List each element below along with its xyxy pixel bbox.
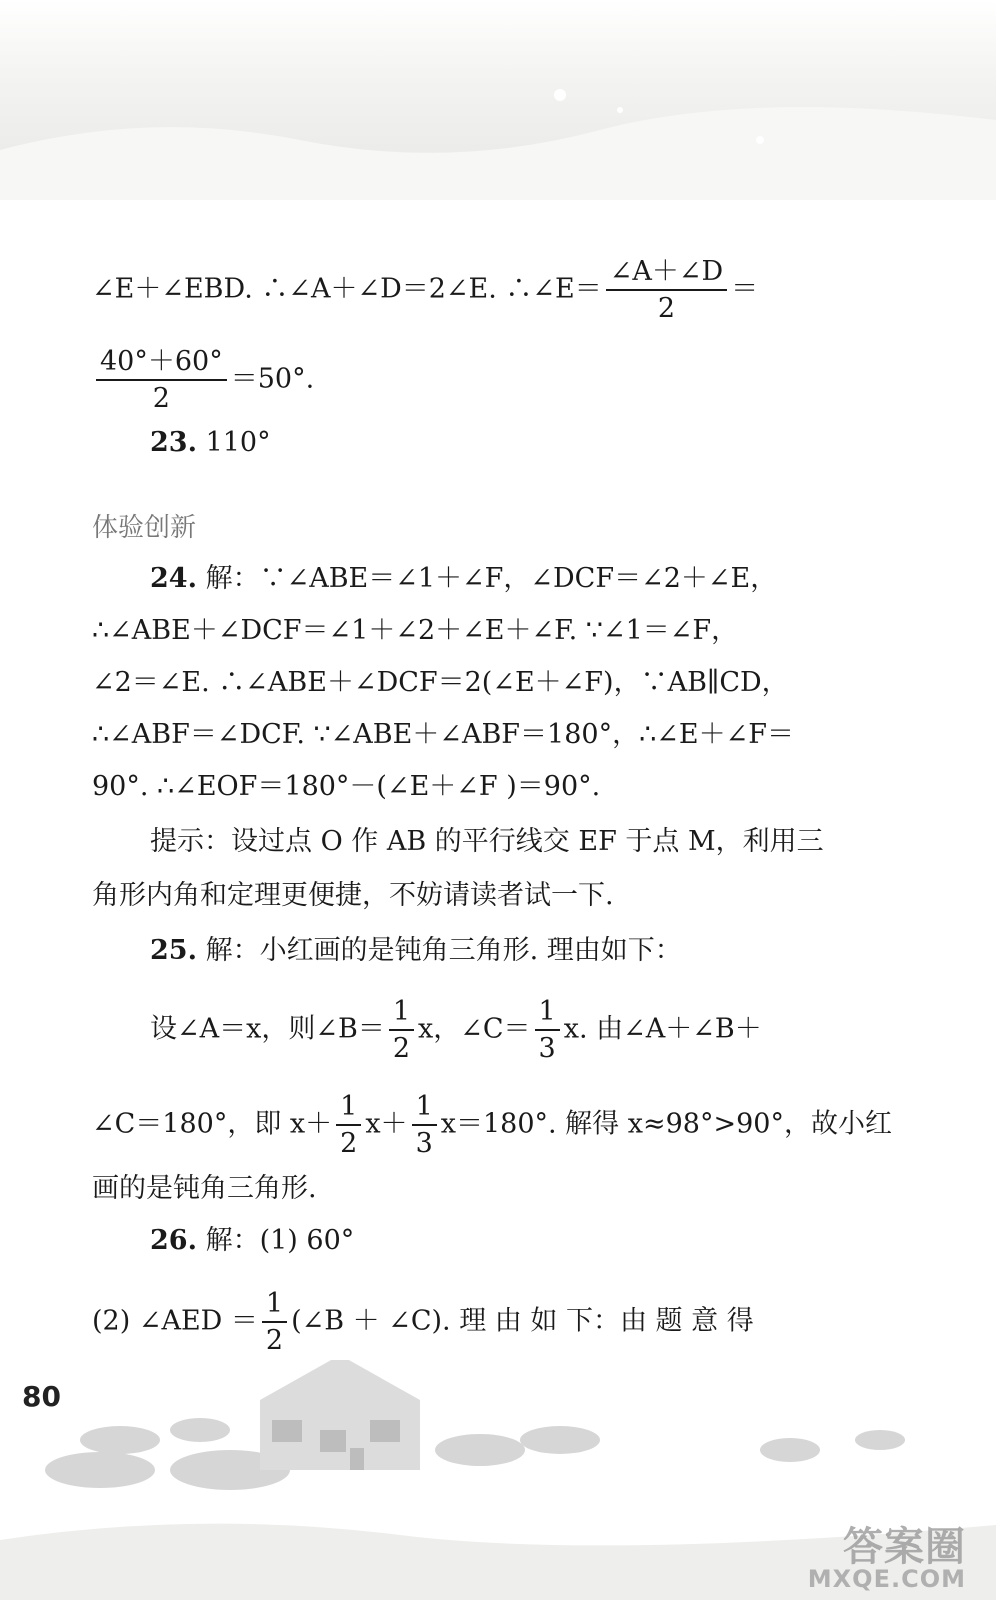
- answer-24-line-4: ∴∠ABF＝∠DCF. ∵∠ABE＋∠ABF＝180°，∴∠E＋∠F＝: [92, 719, 794, 750]
- snow-texture: [0, 0, 996, 200]
- top-decoration: [0, 0, 996, 200]
- hint-line-1: 提示：设过点 O 作 AB 的平行线交 EF 于点 M，利用三: [150, 826, 824, 857]
- answer-25-line-2: 设∠A＝x，则∠B＝ $\frac{1}{2}$ x，∠C＝ $\frac{1}{3}$ x. 由∠A＋∠B＋: [150, 996, 762, 1064]
- answer-25-line-1: 25. 解：小红画的是钝角三角形. 理由如下：: [150, 935, 682, 966]
- page-number: 80: [22, 1380, 61, 1413]
- answer-26-line-2: (2) ∠AED ＝ $\frac{1}{2}$ (∠B ＋ ∠C). 理 由 如 下：由 题 意 得: [92, 1288, 754, 1356]
- watermark-logo: 答案圈: [843, 1524, 966, 1570]
- fraction: $\frac{1}{3}$: [412, 1093, 437, 1157]
- line-22-end: ∠E＋∠EBD. ∴∠A＋∠D＝2∠E. ∴∠E＝ $\frac{\angle A+\angle D}{2}$ ＝: [92, 256, 759, 324]
- answer-24-line-5: 90°. ∴∠EOF＝180°－(∠E＋∠F )＝90°.: [92, 771, 601, 802]
- fraction: $\frac{\angle A+\angle D}{2}$: [606, 258, 727, 322]
- answer-23: 23. 110°: [150, 427, 271, 458]
- answer-25-line-4: 画的是钝角三角形.: [92, 1173, 317, 1204]
- fraction: $\frac{1}{2}$: [389, 998, 414, 1062]
- answer-24-line-1: 24. 解：∵∠ABE＝∠1＋∠F，∠DCF＝∠2＋∠E，: [150, 563, 778, 594]
- hint-line-2: 角形内角和定理更便捷，不妨请读者试一下.: [92, 880, 614, 911]
- watermark-url: MXQE.COM: [807, 1565, 966, 1593]
- fraction: $\frac{40^\circ+60^\circ}{2}$: [96, 348, 227, 412]
- fraction: $\frac{1}{2}$: [262, 1290, 287, 1354]
- fraction: $\frac{1}{2}$: [336, 1093, 361, 1157]
- answer-26-line-1: 26. 解：(1) 60°: [150, 1225, 355, 1256]
- section-title: 体验创新: [92, 513, 197, 543]
- answer-25-line-3: ∠C＝180°，即 x＋ $\frac{1}{2}$ x＋ $\frac{1}{3}$ x＝180°. 解得 x≈98°>90°，故小红: [92, 1091, 892, 1159]
- line-22-result: $\frac{40^\circ+60^\circ}{2}$ ＝50°.: [92, 348, 314, 412]
- answer-24-line-3: ∠2＝∠E. ∴∠ABE＋∠DCF＝2(∠E＋∠F)，∵AB∥CD，: [92, 667, 789, 698]
- answer-24-line-2: ∴∠ABE＋∠DCF＝∠1＋∠2＋∠E＋∠F. ∵∠1＝∠F，: [92, 615, 739, 646]
- fraction: $\frac{1}{3}$: [535, 998, 560, 1062]
